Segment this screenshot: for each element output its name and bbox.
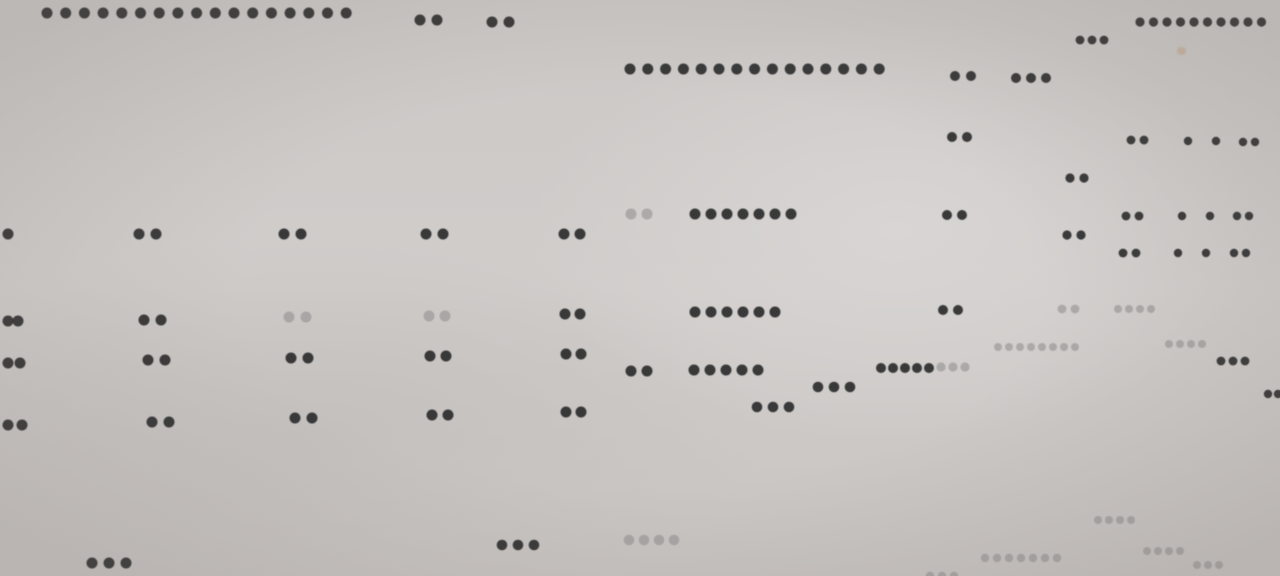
punched-hole: [626, 209, 637, 220]
punched-hole: [1216, 17, 1225, 26]
punched-hole: [749, 64, 760, 75]
punched-hole: [813, 382, 824, 393]
punched-hole: [3, 316, 14, 327]
punched-hole: [1005, 554, 1013, 562]
punched-hole: [1076, 36, 1085, 45]
punched-hole: [642, 366, 653, 377]
punched-hole: [642, 209, 653, 220]
punched-hole: [576, 407, 587, 418]
punched-hole: [1176, 17, 1185, 26]
punched-hole: [876, 363, 886, 373]
punched-hole: [154, 8, 165, 19]
punched-hole: [1239, 138, 1247, 146]
punched-hole: [440, 311, 451, 322]
punched-hole: [1230, 249, 1238, 257]
punched-hole: [1049, 343, 1057, 351]
punched-hole: [1274, 390, 1280, 398]
punched-hole: [1143, 547, 1151, 555]
punched-hole: [415, 15, 426, 26]
punched-hole: [151, 229, 162, 240]
punched-hole: [576, 349, 587, 360]
punched-hole: [322, 8, 333, 19]
punched-hole: [948, 362, 957, 371]
punched-hole: [669, 535, 680, 546]
punched-hole: [1198, 340, 1206, 348]
punched-hole: [770, 307, 781, 318]
punched-hole: [1127, 136, 1136, 145]
punched-hole: [247, 8, 258, 19]
punched-hole: [1058, 305, 1067, 314]
punched-hole: [1165, 547, 1173, 555]
punched-hole: [135, 8, 146, 19]
punched-hole: [487, 17, 498, 28]
punched-hole: [172, 8, 183, 19]
punched-hole: [98, 8, 109, 19]
punched-hole: [229, 8, 240, 19]
punched-hole: [421, 229, 432, 240]
punched-hole: [121, 558, 132, 569]
punched-hole: [1178, 212, 1186, 220]
punched-hole: [678, 64, 689, 75]
punched-hole: [1100, 36, 1109, 45]
punched-hole: [1094, 516, 1102, 524]
punched-hole: [3, 420, 14, 431]
punched-hole: [1202, 249, 1210, 257]
punched-hole: [981, 554, 989, 562]
punched-hole: [1114, 305, 1122, 313]
punched-hole: [1079, 173, 1088, 182]
punched-hole: [160, 355, 171, 366]
punched-hole: [1217, 357, 1226, 366]
punched-hole: [639, 535, 650, 546]
punched-hole: [912, 363, 922, 373]
punched-hole: [900, 363, 910, 373]
punched-hole: [143, 355, 154, 366]
punched-hole: [1136, 305, 1144, 313]
punched-hole: [1071, 343, 1079, 351]
punched-hole: [301, 312, 312, 323]
punched-hole: [1011, 73, 1021, 83]
punched-hole: [642, 64, 653, 75]
punched-hole: [829, 382, 840, 393]
punched-hole: [738, 307, 749, 318]
punched-hole: [1204, 561, 1212, 569]
punched-hole: [134, 229, 145, 240]
punched-hole: [754, 209, 765, 220]
punched-hole: [575, 309, 586, 320]
punched-hole: [1071, 305, 1080, 314]
punched-hole: [1127, 516, 1135, 524]
punched-hole: [1174, 249, 1182, 257]
punched-hole: [626, 366, 637, 377]
punched-hole: [1241, 357, 1250, 366]
punched-hole: [341, 8, 352, 19]
punched-hole: [1203, 17, 1212, 26]
punched-hole: [1041, 73, 1051, 83]
punched-hole: [1264, 390, 1272, 398]
punched-hole: [1076, 230, 1085, 239]
punched-hole: [3, 229, 14, 240]
punched-hole: [1005, 343, 1013, 351]
punched-hole: [497, 540, 508, 551]
punched-hole: [1119, 249, 1128, 258]
punched-hole: [560, 309, 571, 320]
punched-hole: [768, 402, 779, 413]
punched-hole: [1132, 249, 1141, 258]
punched-hole: [443, 410, 454, 421]
punched-hole: [147, 417, 158, 428]
punched-hole: [926, 572, 934, 576]
punched-hole: [942, 210, 952, 220]
punched-hole: [284, 312, 295, 323]
punched-hole: [1062, 230, 1071, 239]
punched-hole: [1038, 343, 1046, 351]
punched-hole: [838, 64, 849, 75]
punched-hole: [706, 209, 717, 220]
punched-hole: [513, 540, 524, 551]
punched-hole: [1165, 340, 1173, 348]
punched-hole: [1233, 212, 1241, 220]
punched-hole: [1162, 17, 1171, 26]
punched-hole: [438, 229, 449, 240]
punched-hole: [696, 64, 707, 75]
punched-hole: [3, 358, 14, 369]
punched-hole: [1187, 340, 1195, 348]
punched-hole: [993, 554, 1001, 562]
punched-hole: [1242, 249, 1250, 257]
punched-hole: [279, 229, 290, 240]
punched-hole: [1193, 561, 1201, 569]
punched-hole: [1135, 17, 1144, 26]
punched-hole: [960, 362, 969, 371]
punched-hole: [1027, 343, 1035, 351]
punched-hole: [660, 64, 671, 75]
punched-hole: [424, 311, 435, 322]
paper-stain: [1177, 47, 1186, 55]
punched-hole: [705, 365, 716, 376]
punched-hole: [87, 558, 98, 569]
punched-hole: [1122, 212, 1131, 221]
punched-hole: [1245, 212, 1253, 220]
punched-hole: [15, 358, 26, 369]
punched-hole: [786, 209, 797, 220]
punched-hole: [13, 316, 24, 327]
punched-hole: [874, 64, 885, 75]
punched-hole: [210, 8, 221, 19]
punched-hole: [1215, 561, 1223, 569]
punched-hole: [1230, 17, 1239, 26]
punched-hole: [950, 71, 960, 81]
punched-hole: [856, 64, 867, 75]
punched-hole: [561, 407, 572, 418]
punched-hole: [754, 307, 765, 318]
punched-hole: [1243, 17, 1252, 26]
punched-hole: [962, 132, 972, 142]
punched-hole: [957, 210, 967, 220]
punched-hole: [164, 417, 175, 428]
punched-hole: [1016, 343, 1024, 351]
punched-hole: [1206, 212, 1214, 220]
punched-hole: [1189, 17, 1198, 26]
punched-hole: [624, 535, 635, 546]
punched-hole: [803, 64, 814, 75]
punched-hole: [1251, 138, 1259, 146]
punched-hole: [947, 132, 957, 142]
punched-hole: [966, 71, 976, 81]
punched-hole: [722, 307, 733, 318]
punched-hole: [738, 209, 749, 220]
punched-hole: [1184, 137, 1192, 145]
punched-hole: [690, 209, 701, 220]
punched-hole: [689, 365, 700, 376]
punched-hole: [706, 307, 717, 318]
punched-hole: [1053, 554, 1061, 562]
punched-hole: [303, 8, 314, 19]
punched-hole: [938, 572, 946, 576]
punched-hole: [752, 402, 763, 413]
punched-hole: [266, 8, 277, 19]
punched-hole: [737, 365, 748, 376]
punched-hole: [1140, 136, 1149, 145]
punched-hole: [938, 305, 948, 315]
punched-hole: [432, 15, 443, 26]
punched-hole: [1060, 343, 1068, 351]
punched-hole: [950, 572, 958, 576]
punched-hole: [1041, 554, 1049, 562]
punched-hole: [1257, 17, 1266, 26]
punched-hole: [888, 363, 898, 373]
punched-hole: [731, 64, 742, 75]
punched-hole: [427, 410, 438, 421]
punched-hole: [296, 229, 307, 240]
punched-hole: [79, 8, 90, 19]
punched-hole: [785, 64, 796, 75]
punched-hole: [60, 8, 71, 19]
punched-hole: [156, 315, 167, 326]
punched-hole: [721, 365, 732, 376]
punched-hole: [770, 209, 781, 220]
punched-hole: [561, 349, 572, 360]
punched-hole: [1026, 73, 1036, 83]
punched-hole: [1125, 305, 1133, 313]
punched-hole: [1176, 547, 1184, 555]
punched-hole: [42, 8, 53, 19]
punched-hole: [285, 8, 296, 19]
punched-hole: [690, 307, 701, 318]
punched-hole: [1154, 547, 1162, 555]
punched-hole: [936, 362, 945, 371]
punched-hole: [1149, 17, 1158, 26]
punched-hole: [1116, 516, 1124, 524]
punched-hole: [784, 402, 795, 413]
punched-hole: [290, 413, 301, 424]
punched-hole: [139, 315, 150, 326]
punched-hole: [753, 365, 764, 376]
punched-hole: [820, 64, 831, 75]
punched-hole: [654, 535, 665, 546]
punched-hole: [1229, 357, 1238, 366]
punched-hole: [303, 353, 314, 364]
punched-hole: [191, 8, 202, 19]
punched-hole: [1065, 173, 1074, 182]
punched-hole: [116, 8, 127, 19]
punched-hole: [722, 209, 733, 220]
punched-hole: [307, 413, 318, 424]
punched-hole: [1147, 305, 1155, 313]
punched-hole: [994, 343, 1002, 351]
punched-hole: [529, 540, 540, 551]
punched-hole: [1176, 340, 1184, 348]
punched-hole: [845, 382, 856, 393]
punched-hole: [1017, 554, 1025, 562]
punched-hole: [1088, 36, 1097, 45]
punched-hole: [1212, 137, 1220, 145]
punched-hole: [441, 351, 452, 362]
punched-hole: [286, 353, 297, 364]
punched-hole: [924, 363, 934, 373]
punched-hole: [953, 305, 963, 315]
punched-hole: [504, 17, 515, 28]
punched-hole: [767, 64, 778, 75]
punched-hole: [714, 64, 725, 75]
punched-hole: [17, 420, 28, 431]
punched-hole: [559, 229, 570, 240]
punched-hole: [625, 64, 636, 75]
punched-hole: [1029, 554, 1037, 562]
punched-hole: [104, 558, 115, 569]
punched-hole: [1135, 212, 1144, 221]
punched-hole: [1105, 516, 1113, 524]
punched-hole: [425, 351, 436, 362]
punched-hole: [575, 229, 586, 240]
